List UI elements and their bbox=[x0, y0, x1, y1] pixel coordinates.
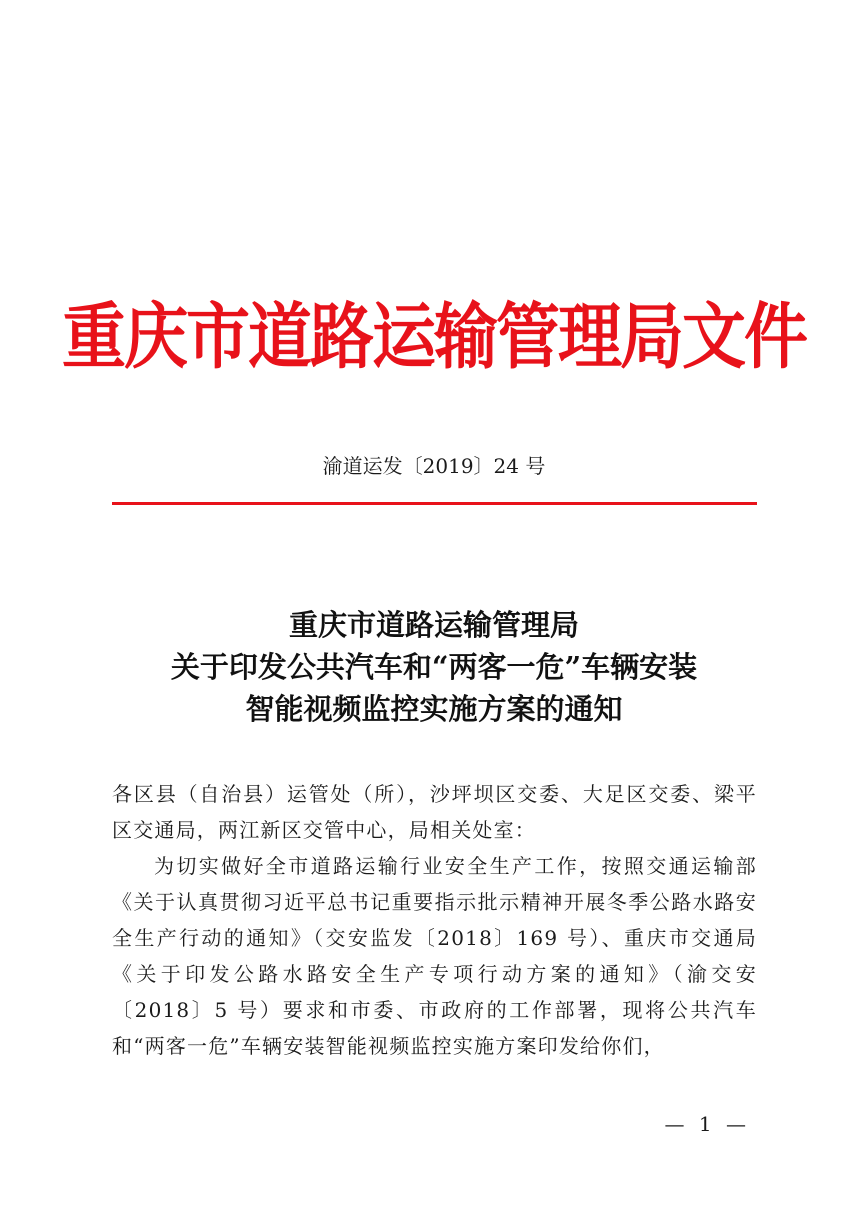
title-line-3: 智能视频监控实施方案的通知 bbox=[245, 692, 623, 726]
title-line-1: 重庆市道路运输管理局 bbox=[288, 608, 579, 642]
body-text bbox=[112, 776, 757, 1064]
masthead-title: 重庆市道路运输管理局文件 bbox=[62, 296, 806, 380]
page-number: — 1 — bbox=[664, 1112, 750, 1136]
addressee-paragraph: 各区县（自治县）运管处（所），沙坪坝区交委、大足区交委、梁平区交通局，两江新区交管中心，局相关处室： bbox=[112, 782, 757, 842]
body-paragraph-1: 为切实做好全市道路运输行业安全生产工作，按照交通运输部《关于认真贯彻习近平总书记重要指示批示精神开展冬季公路水路安全生产行动的通知》（交安监发〔2018〕169 号）、重庆市交通局《关于印发公路水路安全生产专项行动方案的通知》（渝交安〔2018〕5 号）要求和市委、市政府的工作部署，现将公共汽车和“两客一危”车辆安装智能视频监控实施方案印发给你们， bbox=[112, 854, 757, 1058]
title-line-2: 关于印发公共汽车和“两客一危”车辆安装 bbox=[170, 650, 698, 684]
document-number: 渝道运发〔2019〕24 号 bbox=[322, 454, 546, 478]
red-divider bbox=[112, 502, 757, 505]
notice-title bbox=[0, 604, 868, 730]
